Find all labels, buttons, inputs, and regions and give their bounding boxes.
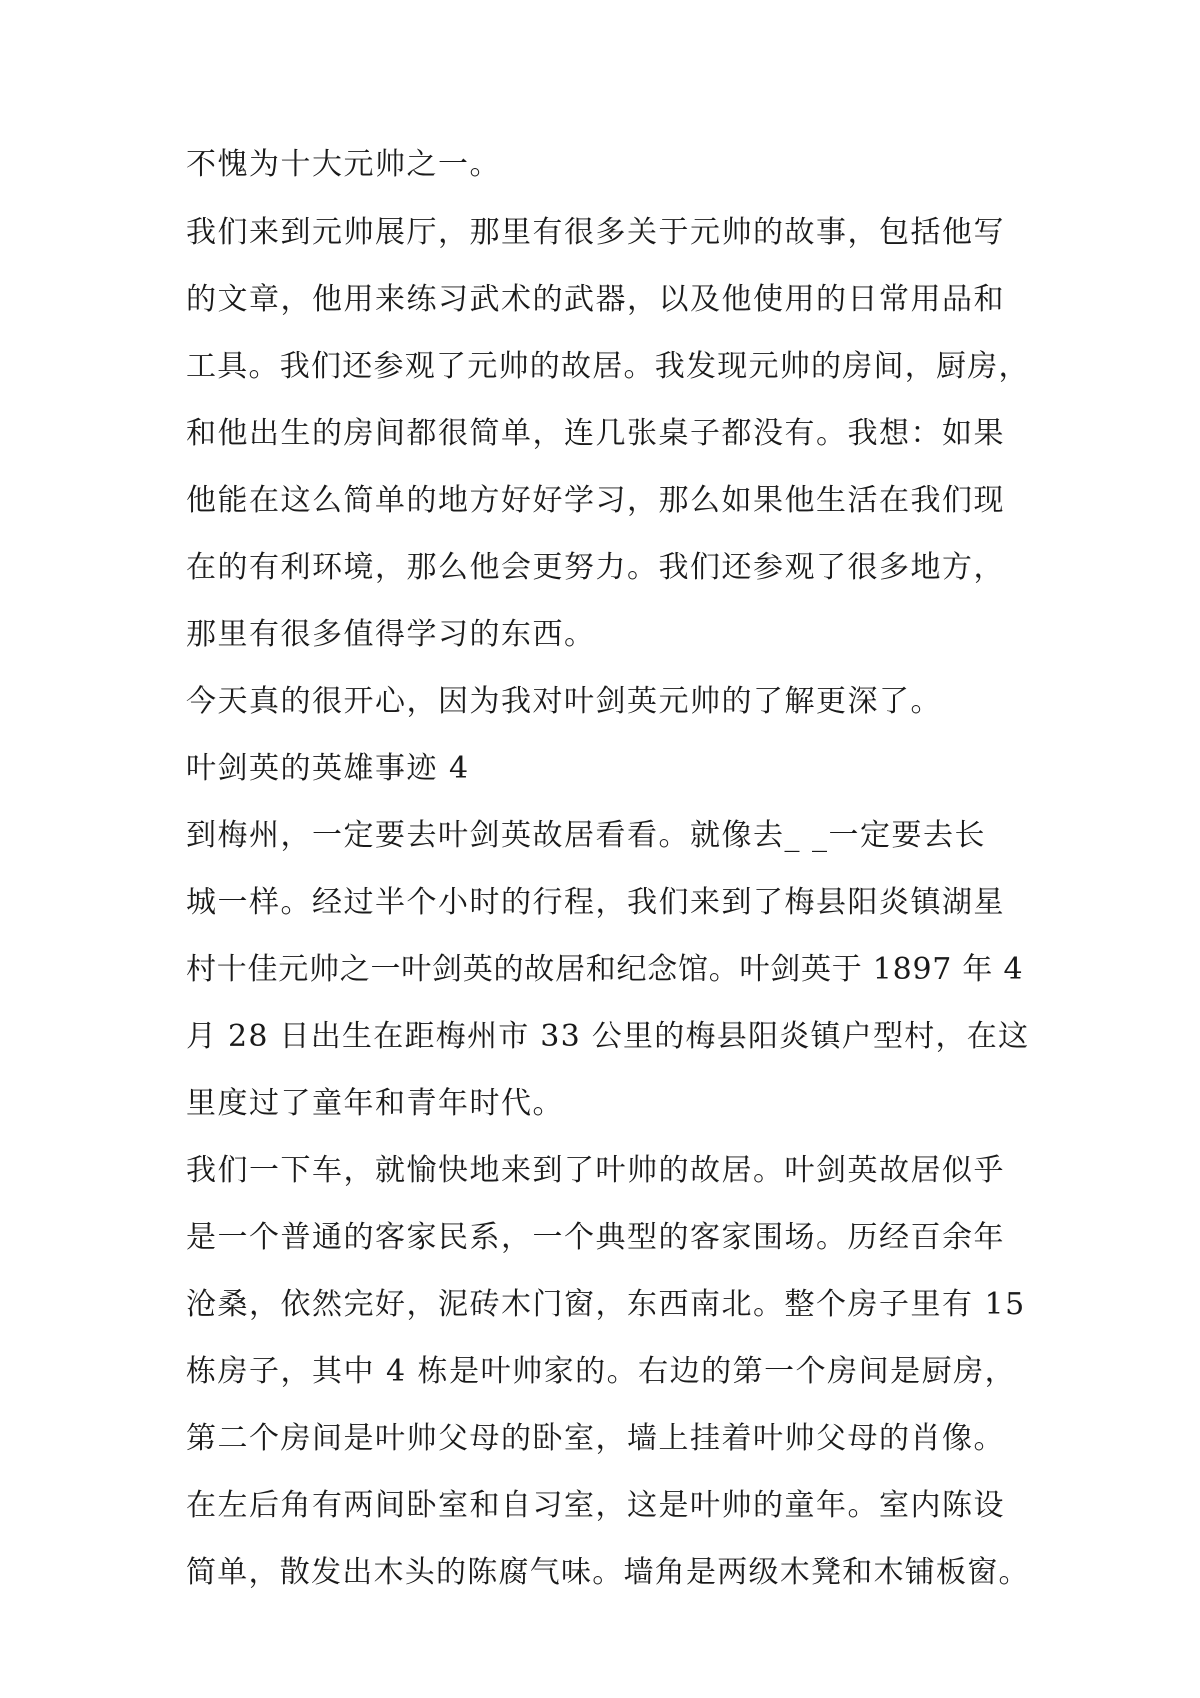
- text-line: 在左后角有两间卧室和自习室，这是叶帅的童年。室内陈设: [186, 1488, 1005, 1523]
- text-line: 沧桑，依然完好，泥砖木门窗，东西南北。整个房子里有 15: [186, 1287, 1026, 1322]
- text-line: 到梅州，一定要去叶剑英故居看看。就像去_ _一定要去长: [186, 818, 987, 853]
- text-line: 月 28 日出生在距梅州市 33 公里的梅县阳炎镇户型村，在这: [186, 1019, 1030, 1054]
- text-line: 我们一下车，就愉快地来到了叶帅的故居。叶剑英故居似乎: [186, 1153, 1005, 1188]
- text-line: 那里有很多值得学习的东西。: [186, 617, 596, 652]
- text-line: 城一样。经过半个小时的行程，我们来到了梅县阳炎镇湖星: [186, 885, 1005, 920]
- text-line: 今天真的很开心，因为我对叶剑英元帅的了解更深了。: [186, 684, 942, 719]
- text-line: 工具。我们还参观了元帅的故居。我发现元帅的房间，厨房，: [186, 349, 1030, 384]
- text-line: 不愧为十大元帅之一。: [186, 147, 501, 182]
- text-line: 和他出生的房间都很简单，连几张桌子都没有。我想：如果: [186, 416, 1005, 451]
- text-line: 我们来到元帅展厅，那里有很多关于元帅的故事，包括他写: [186, 215, 1005, 250]
- text-line: 在的有利环境，那么他会更努力。我们还参观了很多地方，: [186, 550, 1005, 585]
- text-line: 他能在这么简单的地方好好学习，那么如果他生活在我们现: [186, 483, 1005, 518]
- text-line: 简单，散发出木头的陈腐气味。墙角是两级木凳和木铺板窗。: [186, 1555, 1030, 1590]
- text-line: 栋房子，其中 4 栋是叶帅家的。右边的第一个房间是厨房，: [186, 1354, 1017, 1389]
- text-line: 第二个房间是叶帅父母的卧室，墙上挂着叶帅父母的肖像。: [186, 1421, 1005, 1456]
- text-line: 的文章，他用来练习武术的武器，以及他使用的日常用品和: [186, 282, 1005, 317]
- text-line: 是一个普通的客家民系，一个典型的客家围场。历经百余年: [186, 1220, 1005, 1255]
- text-line: 里度过了童年和青年时代。: [186, 1086, 564, 1121]
- section-heading: 叶剑英的英雄事迹 4: [186, 751, 470, 786]
- text-line: 村十佳元帅之一叶剑英的故居和纪念馆。叶剑英于 1897 年 4: [186, 952, 1024, 987]
